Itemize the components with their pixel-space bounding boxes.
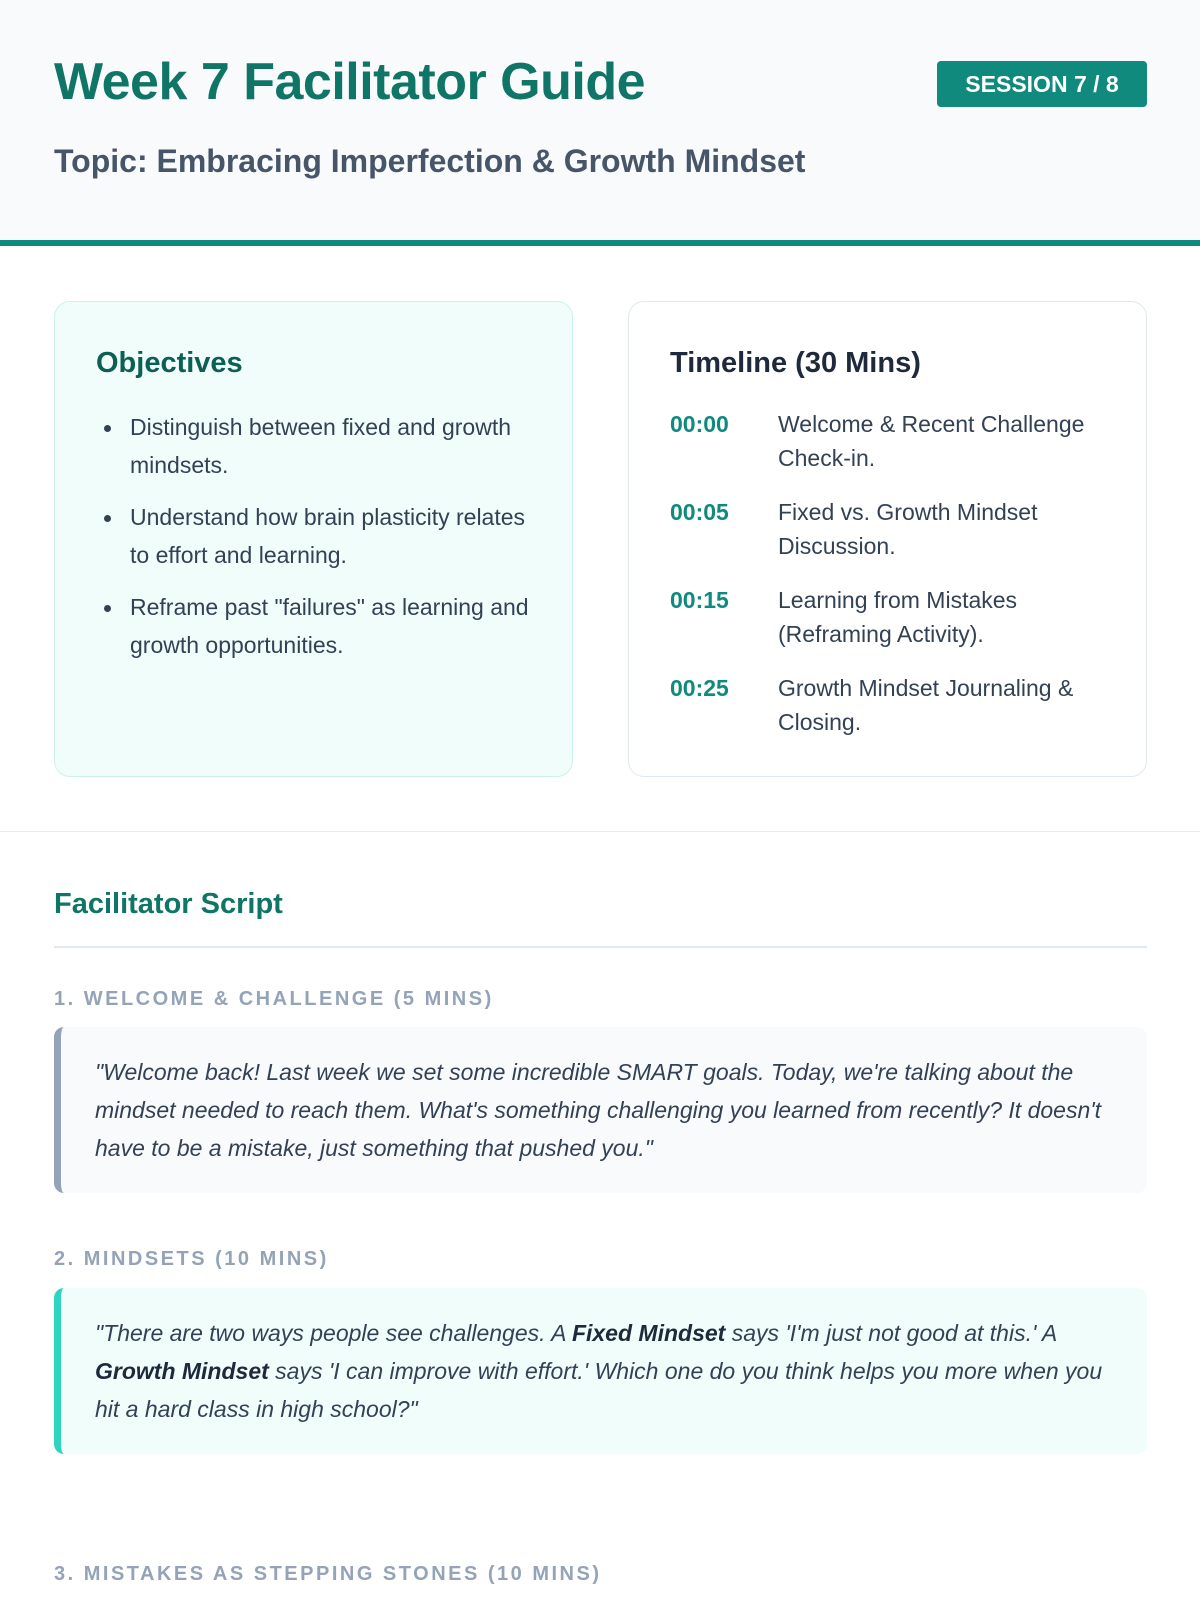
script-quote-welcome: "Welcome back! Last week we set some incredible SMART goals. Today, we're talking about the mindset needed to reach them. What's something challenging you learned from recently? It doesn't have to be a mistake, just something that pushed you.": [54, 1027, 1147, 1193]
script-title: Facilitator Script: [54, 888, 283, 920]
script-quote-mindsets: [54, 1288, 1147, 1454]
timeline-title: Timeline (30 Mins): [670, 347, 921, 379]
timeline-time: 00:15: [670, 587, 729, 613]
timeline-row: [670, 407, 1110, 475]
topic-subtitle: Topic: Embracing Imperfection & Growth Mindset: [54, 143, 806, 179]
timeline-list: [670, 407, 1110, 759]
timeline-row: [670, 495, 1110, 563]
timeline-card: [628, 301, 1147, 777]
section-divider: [0, 831, 1200, 832]
timeline-row: [670, 583, 1110, 651]
quote-text: says 'I can improve with effort.' Which one do you think helps you more when you hit a hard class in high school?": [95, 1358, 1103, 1422]
session-badge: SESSION 7 / 8: [937, 61, 1147, 107]
timeline-row: [670, 671, 1110, 739]
timeline-activity: Growth Mindset Journaling & Closing.: [778, 675, 1074, 735]
timeline-activity: Learning from Mistakes (Reframing Activity).: [778, 587, 1018, 647]
page-title: Week 7 Facilitator Guide: [54, 53, 646, 111]
section-label-welcome: 1. WELCOME & CHALLENGE (5 MINS): [54, 988, 494, 1010]
growth-mindset-term: Growth Mindset: [95, 1358, 269, 1384]
timeline-time: 00:25: [670, 675, 729, 701]
timeline-time: 00:00: [670, 411, 729, 437]
fixed-mindset-term: Fixed Mindset: [571, 1320, 726, 1346]
objectives-list: [96, 408, 536, 678]
section-label-mindsets: 2. MINDSETS (10 MINS): [54, 1248, 329, 1270]
objective-item: Distinguish between fixed and growth mindsets.: [96, 408, 536, 484]
timeline-activity: Welcome & Recent Challenge Check-in.: [778, 411, 1085, 471]
page-header: [0, 0, 1200, 246]
objective-item: Reframe past "failures" as learning and growth opportunities.: [96, 588, 536, 664]
timeline-activity: Fixed vs. Growth Mindset Discussion.: [778, 499, 1038, 559]
objectives-title: Objectives: [96, 347, 243, 379]
quote-text: "There are two ways people see challenges. A: [95, 1320, 572, 1346]
objectives-card: [54, 301, 573, 777]
script-title-rule: [54, 946, 1147, 948]
timeline-time: 00:05: [670, 499, 729, 525]
objective-item: Understand how brain plasticity relates to effort and learning.: [96, 498, 536, 574]
quote-text: says 'I'm just not good at this.' A: [725, 1320, 1057, 1346]
section-label-mistakes: 3. MISTAKES AS STEPPING STONES (10 MINS): [54, 1563, 602, 1585]
